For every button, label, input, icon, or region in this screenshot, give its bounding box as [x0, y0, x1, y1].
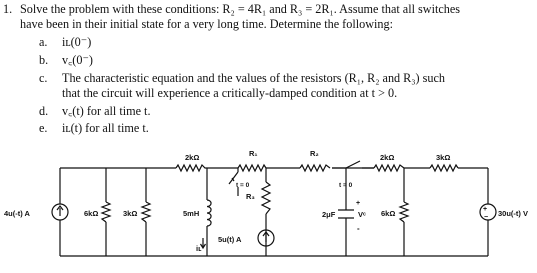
vc-minus: - — [357, 224, 360, 233]
inductor-current-label: iʟ — [196, 244, 202, 253]
problem-intro-line2: have been in their initial state for a very long time. Determine the following: — [20, 17, 393, 31]
vc-plus: + — [356, 200, 361, 207]
res-2k-top-right-zigzag — [374, 165, 404, 171]
r1-label: R₁ — [249, 149, 258, 158]
circuit-diagram — [0, 138, 537, 273]
capacitor-label: 2μF — [322, 210, 336, 219]
inductor-coil — [207, 200, 211, 226]
part-a-label: a. — [39, 35, 48, 49]
res-r2-zigzag — [300, 165, 330, 171]
switch2-blade — [346, 161, 374, 168]
vc-label: Vᶜ — [358, 210, 366, 219]
r3-label: R₃ — [246, 192, 255, 201]
part-e-label: e. — [39, 121, 48, 135]
res-3k-top-right-label: 3kΩ — [436, 153, 451, 162]
switch1-label: t = 0 — [236, 182, 250, 189]
res-3k-top-right-zigzag — [430, 165, 458, 171]
part-b-label: b. — [39, 53, 49, 67]
right-source-minus: − — [484, 214, 489, 221]
problem-number: 1. — [3, 2, 13, 16]
inductor-label: 5mH — [183, 209, 200, 218]
res-2k-top-left-label: 2kΩ — [185, 153, 200, 162]
switch2-label: t = 0 — [339, 182, 353, 189]
res-r3-zigzag — [262, 182, 270, 214]
part-e-text: iʟ(t) for all time t. — [62, 121, 149, 135]
res-2k-top-left-zigzag — [176, 165, 207, 171]
right-source-label: 30u(-t) V — [498, 209, 528, 218]
res-3k-left-label: 3kΩ — [123, 209, 138, 218]
res-6k-right-label: 6kΩ — [381, 209, 396, 218]
res-6k-right-zigzag — [400, 202, 408, 222]
res-r1-zigzag — [238, 165, 266, 171]
res-3k-zigzag — [142, 202, 150, 222]
mid-source-label: 5u(t) A — [218, 235, 242, 244]
left-source-arrow-icon — [57, 206, 63, 216]
part-c-text-cont: that the circuit will experience a critically-damped condition at t > 0. — [62, 86, 398, 100]
capacitor-plates — [338, 210, 354, 218]
left-source-label: 4u(-t) A — [4, 209, 30, 218]
part-d-label: d. — [39, 104, 49, 118]
part-b-text: v꜀(0⁻) — [62, 53, 93, 67]
right-source-plus: + — [483, 206, 488, 213]
part-d-text: v꜀(t) for all time t. — [62, 104, 151, 118]
part-a-text: iʟ(0⁻) — [62, 35, 92, 49]
r2-label: R₂ — [310, 149, 319, 158]
res-6k-label: 6kΩ — [84, 209, 99, 218]
problem-intro-line1: Solve the problem with these conditions: R₂ = 4R₁ and R₃ = 2R₁. Assume that all switches — [20, 2, 461, 16]
part-c-text: The characteristic equation and the values of the resistors (R₁, R₂ and R₃) such — [62, 71, 445, 85]
res-6k-zigzag — [102, 202, 110, 222]
res-2k-top-right-label: 2kΩ — [380, 153, 395, 162]
part-c-label: c. — [39, 71, 48, 85]
